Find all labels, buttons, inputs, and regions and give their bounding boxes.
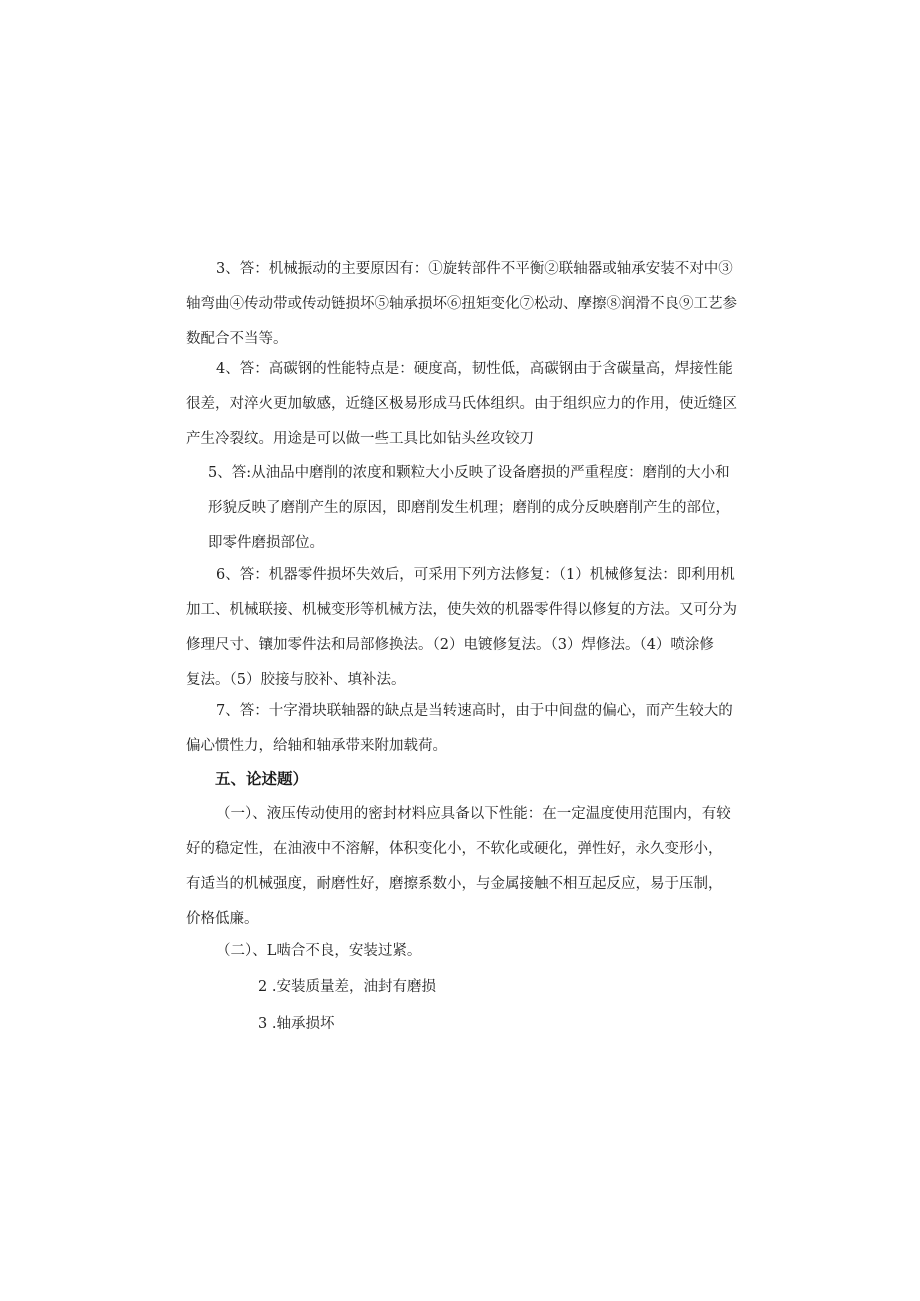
answer-7-line-2: 偏心惯性力，给轴和轴承带来附加载荷。 xyxy=(186,738,447,754)
section-5-q2-intro: （二）、L啮合不良，安装过紧。 xyxy=(216,943,422,959)
answer-6-line-3: 修理尺寸、镶加零件法和局部修换法。（2）电镀修复法。（3）焊修法。（4）喷涂修 xyxy=(186,637,714,653)
answer-5-line-3: 即零件磨损部位。 xyxy=(208,535,324,551)
section-5-q1-line-2: 好的稳定性，在油液中不溶解，体积变化小，不软化或硬化，弹性好，永久变形小， xyxy=(186,841,723,857)
section-5-q1-line-4: 价格低廉。 xyxy=(186,911,259,927)
answer-6 xyxy=(186,558,744,698)
section-5-heading: 五、论述题） xyxy=(215,770,309,788)
answer-4-line-3: 产生冷裂纹。用途是可以做一些工具比如钻头丝攻铰刀 xyxy=(186,431,534,447)
section-5-q1 xyxy=(186,797,744,937)
answer-5 xyxy=(186,456,744,561)
answer-5-line-1: 5、答:从油品中磨削的浓度和颗粒大小反映了设备磨损的严重程度：磨削的大小和 xyxy=(208,465,730,481)
answer-4 xyxy=(186,352,744,457)
answer-6-line-1: 6、答：机器零件损坏失效后，可采用下列方法修复：（1）机械修复法：即利用机 xyxy=(216,567,735,583)
answer-6-line-4: 复法。（5）胶接与胶补、填补法。 xyxy=(186,672,406,688)
section-5-q1-line-3: 有适当的机械强度，耐磨性好，磨擦系数小，与金属接触不相互起反应，易于压制， xyxy=(186,876,723,892)
answer-3-line-1: 3、答：机械振动的主要原因有：①旋转部件不平衡②联轴器或轴承安装不对中③ xyxy=(216,261,733,277)
answer-3-line-3: 数配合不当等。 xyxy=(186,331,288,347)
answer-4-line-1: 4、答：高碳钢的性能特点是：硬度高，韧性低，高碳钢由于含碳量高，焊接性能 xyxy=(216,361,733,377)
answer-4-line-2: 很差，对淬火更加敏感，近缝区极易形成马氏体组织。由于组织应力的作用，使近缝区 xyxy=(186,396,737,412)
answer-7 xyxy=(186,694,744,764)
answer-3 xyxy=(186,252,744,357)
section-5-q2-item-3: 3 .轴承损坏 xyxy=(258,1016,335,1032)
answer-7-line-1: 7、答：十字滑块联轴器的缺点是当转速高时，由于中间盘的偏心，而产生较大的 xyxy=(216,703,733,719)
answer-3-line-2: 轴弯曲④传动带或传动链损坏⑤轴承损坏⑥扭矩变化⑦松动、摩擦⑧润滑不良⑨工艺参 xyxy=(186,296,737,312)
answer-6-line-2: 加工、机械联接、机械变形等机械方法，使失效的机器零件得以修复的方法。又可分为 xyxy=(186,602,737,618)
section-5-q1-line-1: （一）、液压传动使用的密封材料应具备以下性能：在一定温度使用范围内，有较 xyxy=(216,806,731,822)
answer-5-line-2: 形貌反映了磨削产生的原因，即磨削发生机理；磨削的成分反映磨削产生的部位， xyxy=(208,500,730,516)
section-5-q2 xyxy=(186,934,744,969)
section-5-q2-item-2: 2 .安装质量差，油封有磨损 xyxy=(258,979,436,995)
